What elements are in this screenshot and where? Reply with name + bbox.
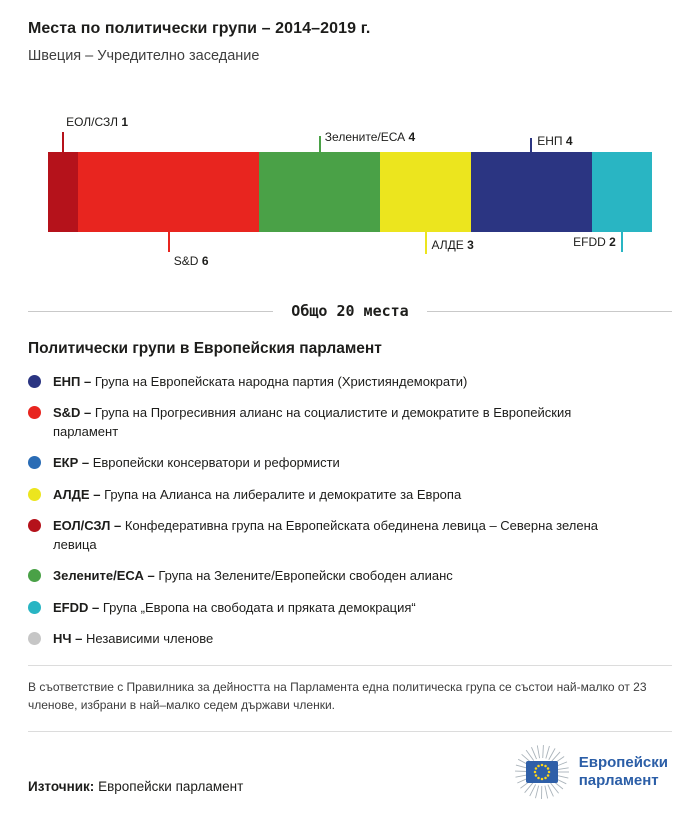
legend xyxy=(28,373,672,649)
source-line xyxy=(28,779,243,800)
source-label: Източник: xyxy=(28,778,95,794)
callout-label-4: ЕНП 4 xyxy=(537,134,573,148)
total-rule-left xyxy=(28,311,273,312)
legend-item-3 xyxy=(28,486,672,504)
legend-heading: Политически групи в Европейския парламент xyxy=(28,340,382,357)
bar-segment-0 xyxy=(48,152,78,232)
total-seats-row xyxy=(28,302,672,320)
bar-segment-1 xyxy=(78,152,259,232)
page-subtitle: Швеция – Учредително заседание xyxy=(28,48,260,64)
legend-color-dot xyxy=(28,569,41,582)
legend-item-7 xyxy=(28,630,672,648)
callout-label-1: S&D 6 xyxy=(173,254,209,268)
legend-item-5 xyxy=(28,567,672,585)
footnote-divider-bottom xyxy=(28,731,672,732)
legend-color-dot xyxy=(28,519,41,532)
callout-line-4 xyxy=(530,138,532,152)
european-parliament-flag-icon xyxy=(514,744,570,800)
callout-line-2 xyxy=(319,136,321,152)
footnote: В съответствие с Правилника за дейността на Парламента една политическа група се състои най-малко от 23 членове, избрани в най–малко седем държави членки. xyxy=(28,679,647,713)
callout-line-0 xyxy=(62,132,64,152)
source-value: Европейски парламент xyxy=(98,778,244,794)
bar-segment-3 xyxy=(380,152,471,232)
legend-color-dot xyxy=(28,632,41,645)
callout-line-5 xyxy=(621,232,623,252)
legend-item-text: НЧ – Независими членове xyxy=(53,631,214,647)
total-seats-label: Общо 20 места xyxy=(291,302,409,320)
legend-item-text: ЕКР – Европейски консерватори и реформисти xyxy=(53,455,340,471)
callout-line-1 xyxy=(168,232,170,252)
legend-color-dot xyxy=(28,488,41,501)
european-parliament-logo xyxy=(514,744,672,800)
legend-color-dot xyxy=(28,456,41,469)
legend-item-text: S&D – Група на Прогресивния алианс на социалистите и демократите в Европейския парламент xyxy=(53,405,572,439)
legend-item-text: ЕОЛ/СЗЛ – Конфедеративна група на Европейската обединена левица – Северна зелена левица xyxy=(53,518,598,552)
callout-label-2: Зелените/ЕСА 4 xyxy=(324,130,416,144)
legend-item-6 xyxy=(28,599,672,617)
legend-item-1 xyxy=(28,404,672,441)
seat-distribution-chart xyxy=(28,112,672,282)
footer xyxy=(28,744,672,800)
legend-color-dot xyxy=(28,601,41,614)
logo-wordmark-line2: парламент xyxy=(578,771,659,789)
footnote-divider-top xyxy=(28,665,672,666)
legend-item-text: EFDD – Група „Европа на свободата и пряката демокрация“ xyxy=(53,599,416,615)
callout-line-3 xyxy=(425,232,427,254)
bar-segment-2 xyxy=(259,152,380,232)
logo-wordmark xyxy=(579,754,668,789)
logo-wordmark-line1: Европейски xyxy=(578,754,668,772)
callout-label-3: АЛДЕ 3 xyxy=(431,238,474,252)
legend-item-text: ЕНП – Група на Европейската народна партия (Християндемократи) xyxy=(53,374,468,389)
legend-color-dot xyxy=(28,406,41,419)
callout-label-0: ЕОЛ/СЗЛ 1 xyxy=(66,115,129,129)
callout-label-5: EFDD 2 xyxy=(573,235,616,249)
legend-item-2 xyxy=(28,454,672,472)
legend-item-text: АЛДЕ – Група на Алианса на либералите и демократите за Европа xyxy=(53,486,462,502)
legend-color-dot xyxy=(28,375,41,388)
legend-item-0 xyxy=(28,373,672,391)
page-title: Места по политически групи – 2014–2019 г. xyxy=(28,20,371,37)
stacked-seat-bar xyxy=(48,152,652,232)
legend-item-text: Зелените/ЕСА – Група на Зелените/Европейски свободен алианс xyxy=(53,568,453,584)
total-rule-right xyxy=(427,311,672,312)
bar-segment-4 xyxy=(471,152,592,232)
legend-item-4 xyxy=(28,517,672,554)
bar-segment-5 xyxy=(592,152,652,232)
